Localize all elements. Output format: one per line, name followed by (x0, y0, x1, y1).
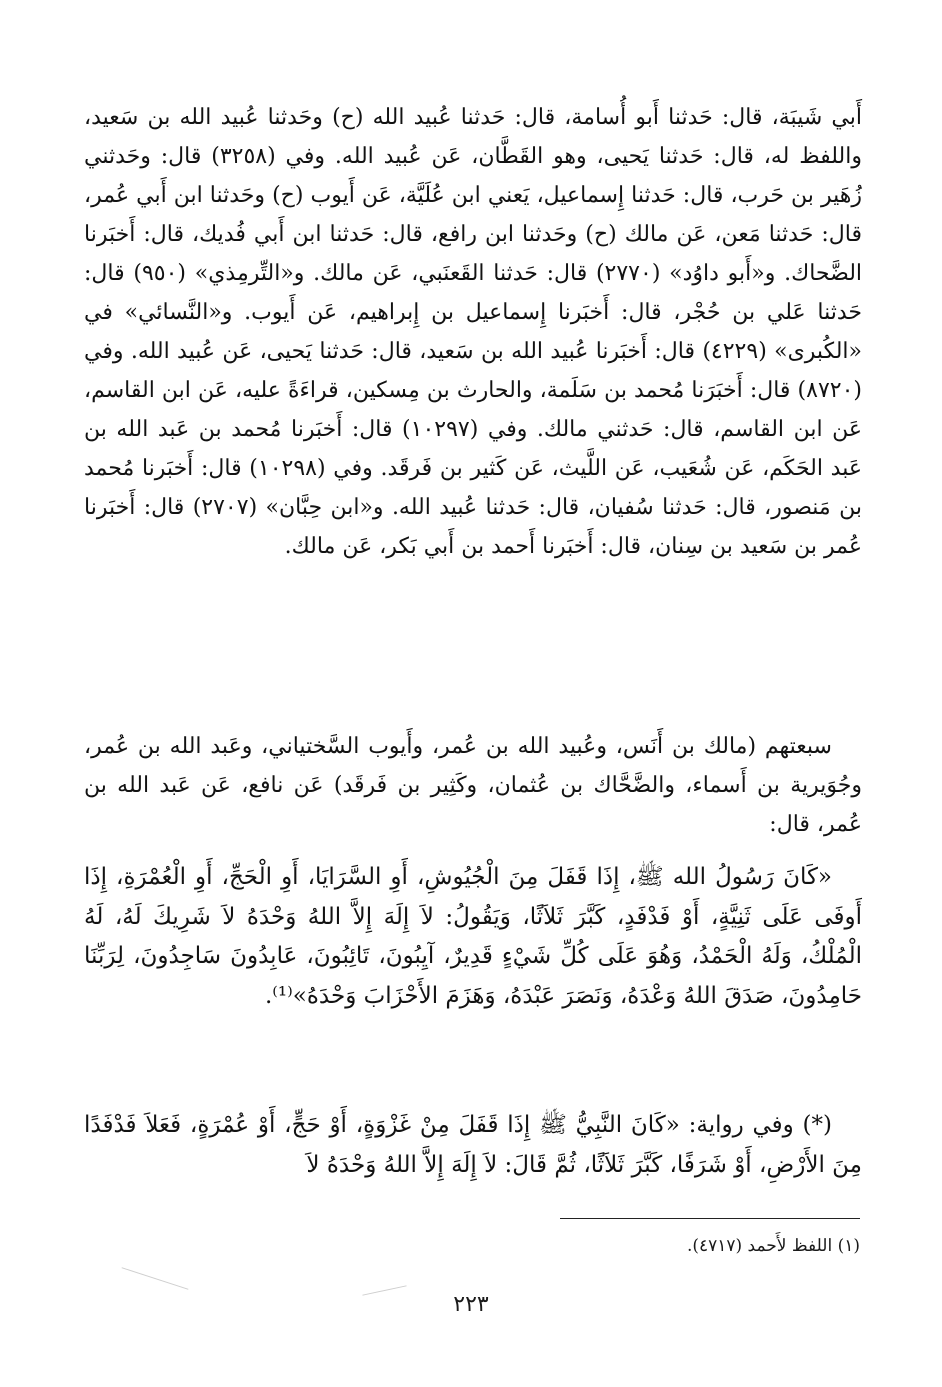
footnote-divider (560, 1218, 860, 1219)
paragraph-isnad-sources: أَبي شَيبَة، قال: حَدثنا أَبو أُسامة، قال: حَدثنا عُبيد الله (ح) وحَدثنا عُبيد الله بن سَعيد، واللفظ له، قال: حَدثنا يَحيى، وهو القَطَّان، عَن عُبيد الله. وفي (٣٢٥٨) قال: وحَدثني زُهَير بن حَرب، قال: حَدثنا إِسماعيل، يَعني ابن عُلَيَّة، عَن أَيوب (ح) وحَدثنا ابن أَبي عُمر، قال: حَدثنا مَعن، عَن مالك (ح) وحَدثنا ابن رافع، قال: حَدثنا ابن أَبي فُديك، قال: أَخبَرنا الضَّحاك. و«أَبو داوُد» (٢٧٧٠) قال: حَدثنا القَعنَبي، عَن مالك. و«التِّرمِذي» (٩٥٠) قال: حَدثنا عَلي بن حُجْر، قال: أَخبَرنا إِسماعيل بن إِبراهيم، عَن أَيوب. و«النَّسائي» في «الكُبرى» (٤٢٢٩) قال: أَخبَرنا عُبيد الله بن سَعيد، قال: حَدثنا يَحيى، عَن عُبيد الله. وفي (٨٧٢٠) قال: أَخبَرَنا مُحمد بن سَلَمة، والحارث بن مِسكين، قراءَةً عليه، عَن ابن القاسم، عَن ابن القاسم، قال: حَدثني مالك. وفي (١٠٢٩٧) قال: أَخبَرنا مُحمد بن عَبد الله بن عَبد الحَكَم، عَن شُعَيب، عَن اللَّيث، عَن كَثير بن فَرقَد. وفي (١٠٢٩٨) قال: أَخبَرنا مُحمد بن مَنصور، قال: حَدثنا سُفيان، قال: حَدثنا عُبيد الله. و«ابن حِبَّان» (٢٧٠٧) قال: أَخبَرنا عُمر بن سَعيد بن سِنان، قال: أَخبَرنا أَحمد بن أَبي بَكر، عَن مالك. (84, 105, 863, 559)
page-number: ٢٢٣ (453, 1292, 489, 1317)
footnote: (١) اللفظ لأَحمد (٤٧١٧). (686, 1236, 860, 1256)
scan-artifact-line (362, 1285, 406, 1295)
paragraph-alternate-narration: (*) وفي رواية: «كَانَ النَّبِيُّ ﷺ إِذَا قَفَلَ مِنْ غَزْوَةٍ، أَوْ حَجٍّ، أَوْ عُمْرَةٍ، فَعَلاَ فَدْفَدًا مِنَ الأَرْضِ، أَوْ شَرَفًا، كَبَّرَ ثَلاَثًا، ثُمَّ قَالَ: لاَ إِلَهَ إِلاَّ اللهُ وَحْدَهُ لاَ (84, 1112, 862, 1178)
paragraph-narrators-summary: سبعتهم (مالك بن أَنَس، وعُبيد الله بن عُمر، وأَيوب السَّختياني، وعَبد الله بن عُمر، وجُوَيرية بن أَسماء، والضَّحَّاك بن عُثمان، وكَثِير بن فَرقَد) عَن نافع، عَن عَبد الله بن عُمر، قال: (84, 734, 862, 837)
paragraph-hadith-text: «كَانَ رَسُولُ الله ﷺ، إِذَا قَفَلَ مِنَ الْجُيُوشِ، أَوِ السَّرَايَا، أَوِ الْحَجِّ، أَوِ الْعُمْرَةِ، إِذَا أَوفَى عَلَى ثَنِيَّةٍ، أَوْ فَدْفَدٍ، كَبَّرَ ثَلاَثًا، وَيَقُولُ: لاَ إِلَهَ إِلاَّ اللهُ وَحْدَهُ لاَ شَرِيكَ لَهُ، لَهُ الْمُلْكُ، وَلَهُ الْحَمْدُ، وَهُوَ عَلَى كُلِّ شَيْءٍ قَدِيرٌ، آيِبُونَ، تَائِبُونَ، عَابِدُونَ سَاجِدُونَ، لِرَبِّنَا حَامِدُونَ، صَدَقَ اللهُ وَعْدَهُ، وَنَصَرَ عَبْدَهُ، وَهَزَمَ الأَحْزَابَ وَحْدَهُ»⁽¹⁾. (84, 864, 862, 1009)
scan-artifact-line (122, 1267, 189, 1290)
